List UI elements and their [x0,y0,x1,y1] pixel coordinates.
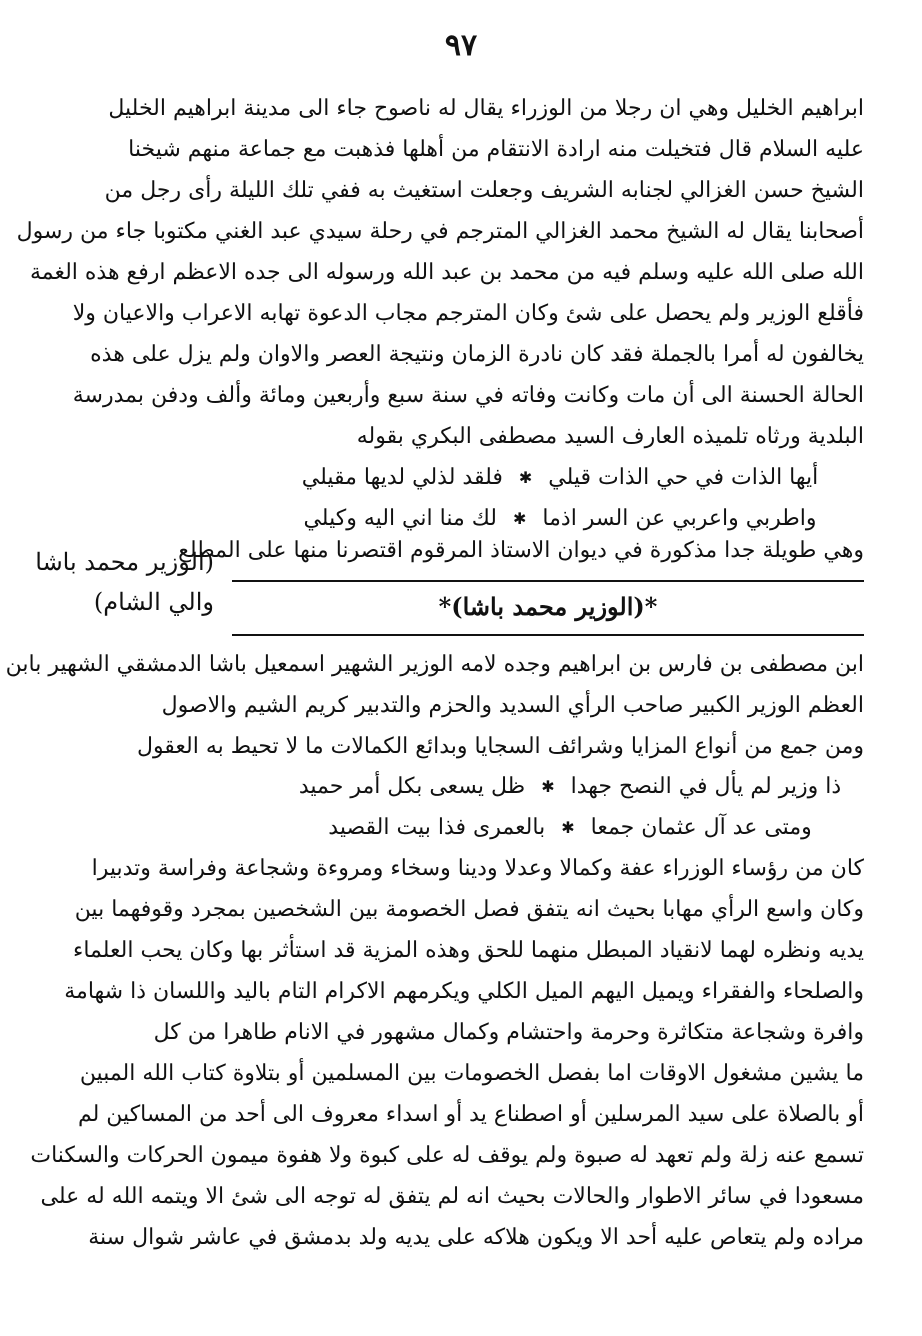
hemistich-second: لك منا اني اليه وكيلي [303,506,497,531]
poem-verse [300,457,820,498]
text-line: وكان واسع الرأي مهابا بحيث انه يتفق فصل الخصومة بين الشخصين بمجرد وقوفهما بين [74,897,864,922]
text-line: العظم الوزير الكبير صاحب الرأي السديد والحزم والتدبير كريم الشيم والاصول [161,693,864,718]
hemistich-second: ظل يسعى بكل أمر حميد [298,774,526,799]
text-line: الحالة الحسنة الى أن مات وكانت وفاته في سنة سبع وأربعين ومائة وألف ودفن بمدرسة [72,383,864,408]
text-line: والصلحاء والفقراء ويميل اليهم الميل الكلي ويكرمهم الاكرام التام باليد واللسان ذا شهامة [64,979,864,1004]
text-line: ما يشين مشغول الاوقات اما بفصل الخصومات بين المسلمين أو بتلاوة كتاب الله المبين [79,1061,864,1086]
hemistich-first: أيها الذات في حي الذات قيلي [548,465,819,490]
text-line: البلدية ورثاه تلميذه العارف السيد مصطفى البكري بقوله [356,424,864,449]
section-rule-bottom [232,634,864,636]
poem-verse [330,807,810,848]
star-separator-icon: ✱ [518,468,533,487]
margin-note: (الوزير محمد باشا والي الشام) [35,548,214,616]
text-line: يديه ونظره لهما لانقياد المبطل منهما للحق وهذه المزية قد استأثر بها وكان يحب العلماء [73,938,864,963]
star-separator-icon: ✱ [513,509,527,528]
section-title: *(الوزير محمد باشا)* [438,592,658,621]
poem-2 [298,766,842,848]
paragraph-2 [5,644,864,767]
text-line: فأقلع الوزير ولم يحصل على شئ وكان المترجم مجاب الدعوة تهابه الاعراب والاعيان ولا [72,301,864,326]
text-line: أو بالصلاة على سيد المرسلين أو اصطناع يد أو اسداء معروف الى أحد من المساكين لم [77,1102,864,1127]
star-separator-icon: ✱ [541,777,555,796]
text-line: مراده ولم يتعاص عليه أحد الا ويكون هلاكه على يديه ولد بدمشق في عاشر شوال سنة [88,1225,864,1250]
paragraph-3 [30,848,864,1258]
text-line: وافرة وشجاعة متكاثرة وحرمة واحتشام وكمال مشهور في الانام طاهرا من كل [153,1020,864,1045]
text-line: يخالفون له أمرا بالجملة فقد كان نادرة الزمان ونتيجة العصر والاوان ولم يزل على هذه [90,342,864,367]
text-line: ابراهيم الخليل وهي ان رجلا من الوزراء يقال له ناصوح جاء الى مدينة ابراهيم الخليل [108,96,864,121]
paragraph-1 [16,88,864,457]
hemistich-first: ذا وزير لم يأل في النصح جهدا [570,774,842,799]
poem-1-close [178,530,864,571]
text-line: تسمع عنه زلة ولم تعهد له صبوة ولم يوقف له على كبوة ولا هفوة ميمون الحركات والسكنات [30,1143,864,1168]
text-line: أصحابنا يقال له الشيخ محمد الغزالي المترجم في رحلة سيدي عبد الغني مكتوبا جاء من رسول [16,219,864,244]
text-line: ومن جمع من أنواع المزايا وشرائف السجايا وبدائع الكمالات ما لا تحيط به العقول [136,734,864,759]
text-line: كان من رؤساء الوزراء عفة وكمالا وعدلا ودينا وسخاء ومروءة وشجاعة وفراسة وتدبيرا [91,856,864,881]
hemistich-first: واطربي واعربي عن السر اذما [542,506,817,531]
poem-verse [298,766,842,807]
section-rule-top [232,580,864,582]
hemistich-second: بالعمرى فذا بيت القصيد [328,815,546,840]
text-line: مسعودا في سائر الاطوار والحالات بحيث انه لم يتفق له توجه الى شئ الا ويتمه الله له على [40,1184,864,1209]
star-separator-icon: ✱ [561,818,575,837]
text-line: الله صلى الله عليه وسلم فيه من محمد بن عبد الله ورسوله الى جده الاعظم ارفع هذه الغمة [29,260,864,285]
text-line: ابن مصطفى بن فارس بن ابراهيم وجده لامه الوزير الشهير اسمعيل باشا الدمشقي الشهير بابن [5,652,864,677]
hemistich-first: ومتى عد آل عثمان جمعا [590,815,812,840]
poem-1 [300,457,820,539]
text-line: وهي طويلة جدا مذكورة في ديوان الاستاذ المرقوم اقتصرنا منها على المطلع [178,538,864,563]
hemistich-second: فلقد لذلي لديها مقيلي [301,465,503,490]
page-number: ٩٧ [444,28,478,63]
text-line: الشيخ حسن الغزالي لجنابه الشريف وجعلت استغيث به ففي تلك الليلة رأى رجل من [104,178,864,203]
text-line: عليه السلام قال فتخيلت منه ارادة الانتقام من أهلها فذهبت مع جماعة منهم شيخنا [128,137,864,162]
